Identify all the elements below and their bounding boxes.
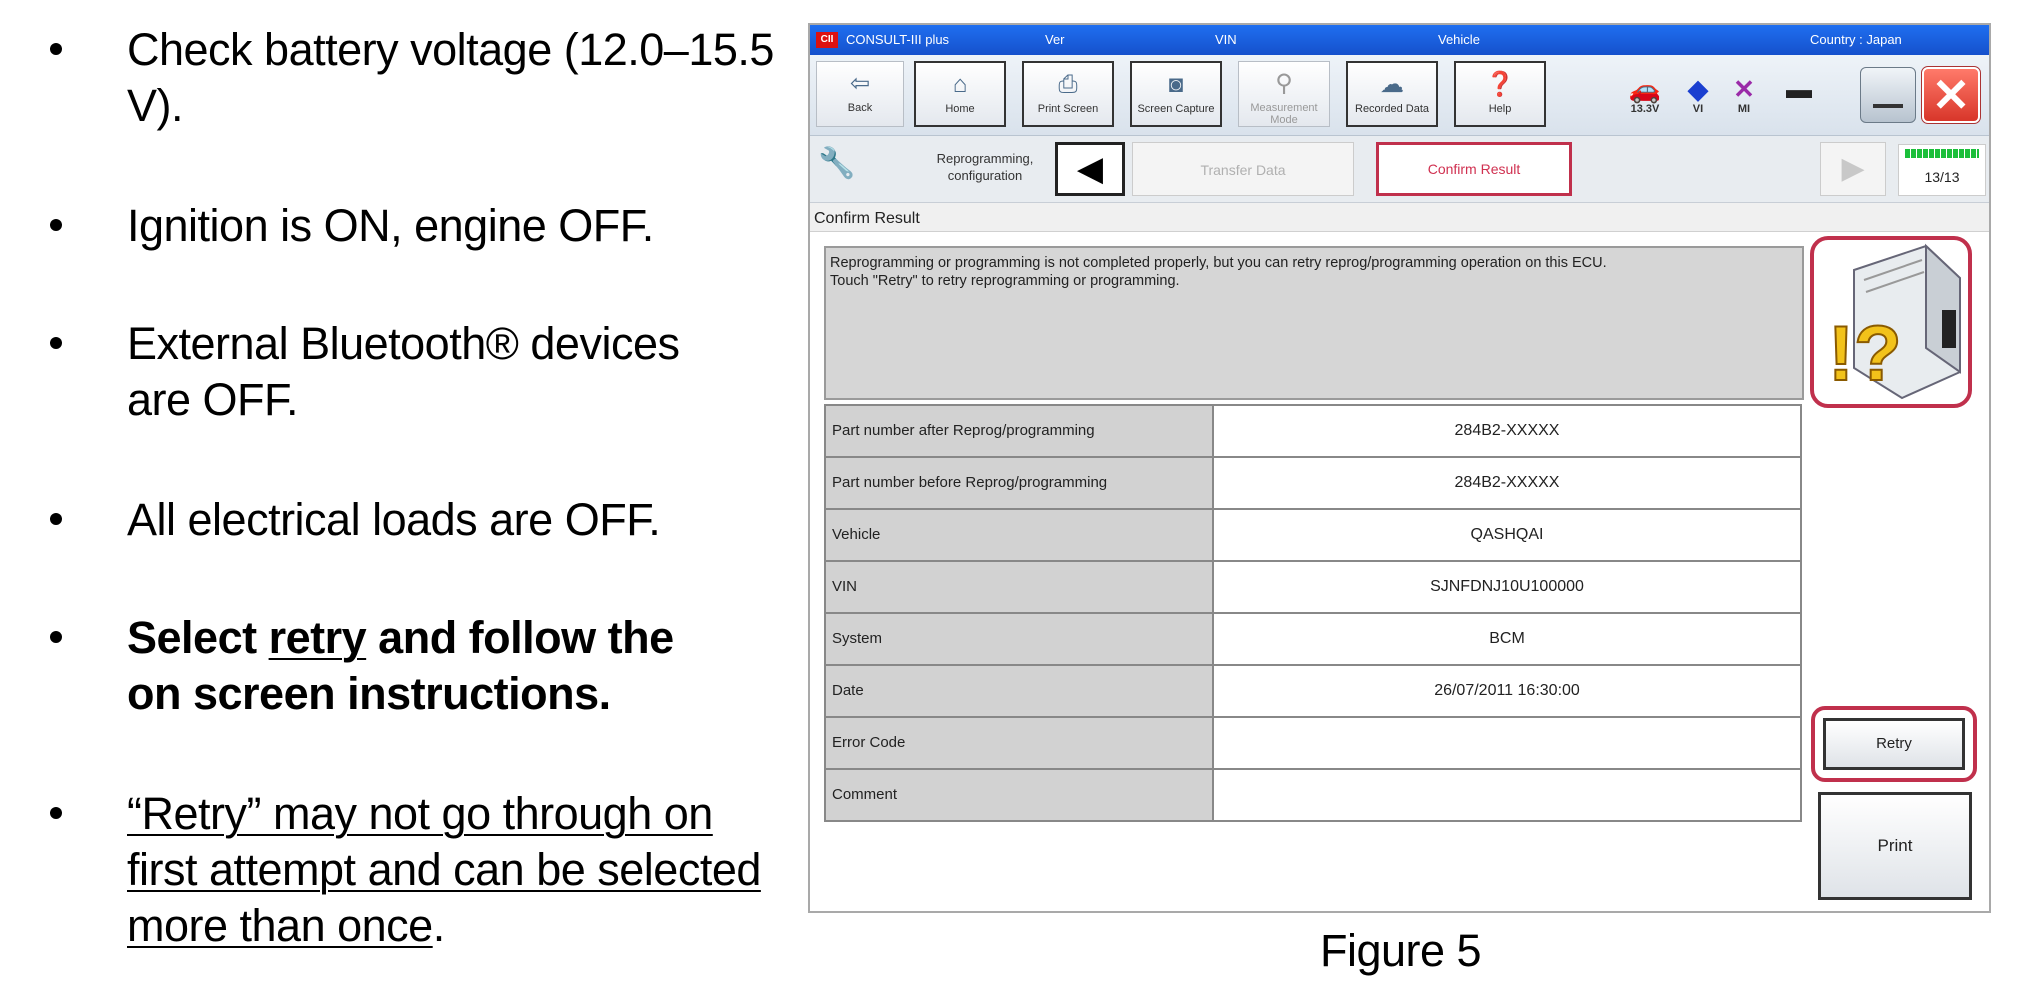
warning-glyph: !? [1828,309,1902,397]
screen-capture-button[interactable] [1130,61,1222,127]
back-label: Back [847,102,873,114]
mi-status [1724,75,1764,115]
table-value: 284B2-XXXXX [1213,405,1801,457]
help-label: Help [1488,103,1512,115]
vin-label: VIN [1215,32,1237,47]
bullet-icon [50,631,62,643]
cross-icon: ✕ [1733,74,1755,104]
table-key: Error Code [825,717,1213,769]
back-arrow-icon: ⇦ [849,70,871,97]
next-step-button[interactable] [1820,142,1886,196]
instruction-text: Ignition is ON, engine OFF. [127,200,654,251]
home-label: Home [945,103,975,115]
retry-highlight [1811,706,1977,782]
recorded-data-button[interactable] [1346,61,1438,127]
instruction-text [127,786,777,954]
result-message: Reprogramming or programming is not completed properly, but you can retry reprog/programming operation on this ECU. Touch "Retry" to retry reprogramming or programming. [824,246,1804,400]
bullet-icon [50,43,62,55]
bullet-icon [50,219,62,231]
print-screen-label: Print Screen [1037,103,1099,115]
table-value [1213,769,1801,821]
instruction-text: All electrical loads are OFF. [127,494,661,545]
connector-status [1776,75,1822,103]
instruction-text-part: and follow the on screen instructions. [127,612,674,719]
bullet-icon [50,337,62,349]
progress-text: 13/13 [1924,169,1960,185]
mi-label: MI [1737,103,1751,115]
table-row [825,509,1801,561]
figure-caption: Figure 5 [1320,925,1482,976]
arrow-right-icon: ▶ [1841,152,1865,185]
vi-status [1678,75,1718,115]
measurement-mode-button[interactable] [1238,61,1330,127]
result-table [824,404,1802,822]
table-row [825,769,1801,821]
instruction-text: Check battery voltage (12.0–15.5 V). [127,24,774,131]
help-button[interactable] [1454,61,1546,127]
table-row [825,457,1801,509]
table-row [825,665,1801,717]
previous-step-button[interactable] [1055,142,1125,196]
table-value: 26/07/2011 16:30:00 [1213,665,1801,717]
step-confirm-result: Confirm Result [1376,142,1572,196]
step-bar [810,136,1989,203]
table-row [825,561,1801,613]
table-key: System [825,613,1213,665]
retry-note: “Retry” may not go through on first attempt and can be selected more than once [127,788,761,951]
back-button[interactable] [816,61,904,127]
table-row [825,717,1801,769]
retry-keyword: retry [268,612,367,663]
section-title: Confirm Result [814,210,920,227]
printer-icon: ⎙ [1058,71,1078,98]
meter-icon: ⚲ [1275,70,1293,97]
table-key: Part number after Reprog/programming [825,405,1213,457]
bullet-icon [50,513,62,525]
home-icon: ⌂ [952,71,968,98]
table-key: Comment [825,769,1213,821]
car-icon: 🚗 [1628,74,1662,104]
measurement-mode-label: Measurement Mode [1250,102,1318,126]
step-label: Reprogramming, configuration [936,151,1034,183]
instruction-text [127,610,727,722]
instruction-list [0,0,800,997]
consult-screenshot [808,23,1991,913]
instruction-text-part: Select [127,612,269,663]
battery-voltage-status [1620,75,1670,115]
table-value: BCM [1213,613,1801,665]
country-label: Country : Japan [1810,32,1902,47]
step-progress [1898,144,1986,196]
table-key: VIN [825,561,1213,613]
progress-bar [1905,149,1979,158]
bullet-icon [50,807,62,819]
instruction-text-part: . [432,900,445,951]
result-panel [810,231,1989,912]
screen-capture-label: Screen Capture [1137,103,1215,115]
instruction-text: External Bluetooth® devices are OFF. [127,318,680,425]
title-bar [810,25,1989,55]
app-name: CONSULT-III plus [846,32,950,47]
close-icon: ✕ [1931,69,1971,121]
table-value: QASHQAI [1213,509,1801,561]
table-row [825,613,1801,665]
vi-label: VI [1692,103,1704,115]
table-value: 284B2-XXXXX [1213,457,1801,509]
step-transfer-data: Transfer Data [1132,142,1354,196]
minimize-button[interactable] [1860,67,1916,123]
table-value: SJNFDNJ10U100000 [1213,561,1801,613]
recorded-data-label: Recorded Data [1355,103,1429,115]
retry-button[interactable]: Retry [1823,718,1965,770]
camera-icon: ◙ [1168,71,1184,98]
arrow-left-icon: ◀ [1076,150,1104,188]
version-label: Ver [1045,32,1065,47]
ecu-warning-icon [1810,236,1972,408]
plug-icon: ▬ [1786,74,1812,104]
print-button[interactable]: Print [1818,792,1972,900]
ecu-illustration [1814,240,1968,404]
vehicle-label: Vehicle [1438,32,1480,47]
table-key: Part number before Reprog/programming [825,457,1213,509]
close-button[interactable] [1922,67,1980,123]
home-button[interactable] [914,61,1006,127]
table-row [825,405,1801,457]
toolbar [810,55,1989,136]
recorded-data-icon: ☁ [1380,71,1404,98]
print-screen-button[interactable] [1022,61,1114,127]
reprogramming-icon: 🔧 [818,147,856,180]
app-logo-icon: CII [816,32,838,48]
table-key: Vehicle [825,509,1213,561]
help-icon: ❓ [1485,71,1515,98]
table-value [1213,717,1801,769]
vi-connector-icon: ◆ [1688,74,1708,104]
table-key: Date [825,665,1213,717]
voltage-value: 13.3V [1630,103,1660,115]
